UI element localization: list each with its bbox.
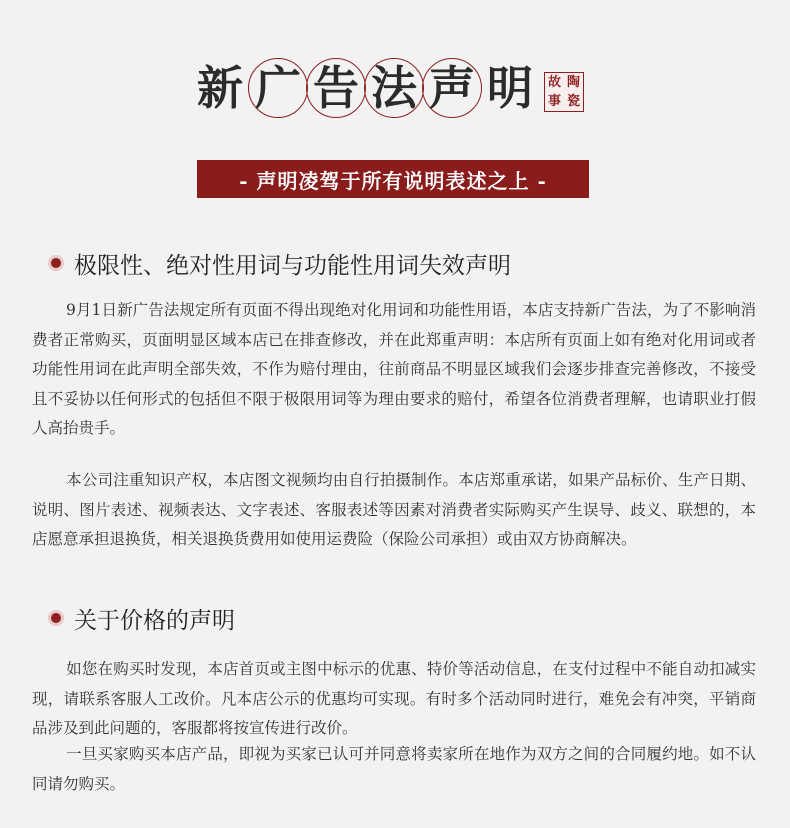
title-char-circled: 告 <box>306 58 366 118</box>
seal-char: 事 <box>547 94 561 109</box>
section-heading <box>48 246 511 280</box>
seal-char: 瓷 <box>566 94 580 109</box>
statement-banner: - 声明凌驾于所有说明表述之上 - <box>197 160 589 198</box>
title-char-circled: 法 <box>364 58 424 118</box>
paragraph <box>32 740 756 799</box>
paragraph <box>32 296 756 444</box>
paragraph-text: 如您在购买时发现，本店首页或主图中标示的优惠、特价等活动信息，在支付过程中不能自动扣减实现，请联系客服人工改价。凡本店公示的优惠均可实现。有时多个活动同时进行，难免会有冲突，平销商品涉及到此问题的，客服都将按宣传进行改价。 <box>32 660 756 737</box>
paragraph-text: 9月1日新广告法规定所有页面不得出现绝对化用词和功能性用语，本店支持新广告法，为了不影响消费者正常购买，页面明显区域本店已在排查修改，并在此郑重声明：本店所有页面上如有绝对化用词或者功能性用词在此声明全部失效，不作为赔付理由，往前商品不明显区域我们会逐步排查完善修改，不接受且不妥协以任何形式的包括但不限于极限用词等为理由要求的赔付，希望各位消费者理解，也请职业打假人高抬贵手。 <box>32 301 756 437</box>
bullet-dot-icon <box>48 610 64 626</box>
paragraph <box>32 466 756 555</box>
paragraph-text: 本公司注重知识产权，本店图文视频均由自行拍摄制作。本店郑重承诺，如果产品标价、生产日期、说明、图片表述、视频表达、文字表述、客服表述等因素对消费者实际购买产生误导、歧义、联想的，本店愿意承担退换货，相关退换货费用如使用运费险（保险公司承担）或由双方协商解决。 <box>32 471 756 548</box>
title-char: 明 <box>487 61 533 115</box>
section-title: 关于价格的声明 <box>74 607 235 634</box>
section-title: 极限性、绝对性用词与功能性用词失效声明 <box>74 252 511 279</box>
title-char-circled: 声 <box>422 58 482 118</box>
seal-char: 陶 <box>566 75 580 90</box>
section-heading <box>48 601 235 635</box>
seal-char: 故 <box>547 75 561 90</box>
title-char: 新 <box>197 61 243 115</box>
title-char-circled: 广 <box>248 58 308 118</box>
paragraph <box>32 655 756 744</box>
bullet-dot-icon <box>48 255 64 271</box>
brand-seal-logo <box>544 72 584 112</box>
page-title <box>0 58 790 128</box>
paragraph-text: 一旦买家购买本店产品，即视为买家已认可并同意将卖家所在地作为双方之间的合同履约地。如不认同请勿购买。 <box>32 745 756 793</box>
